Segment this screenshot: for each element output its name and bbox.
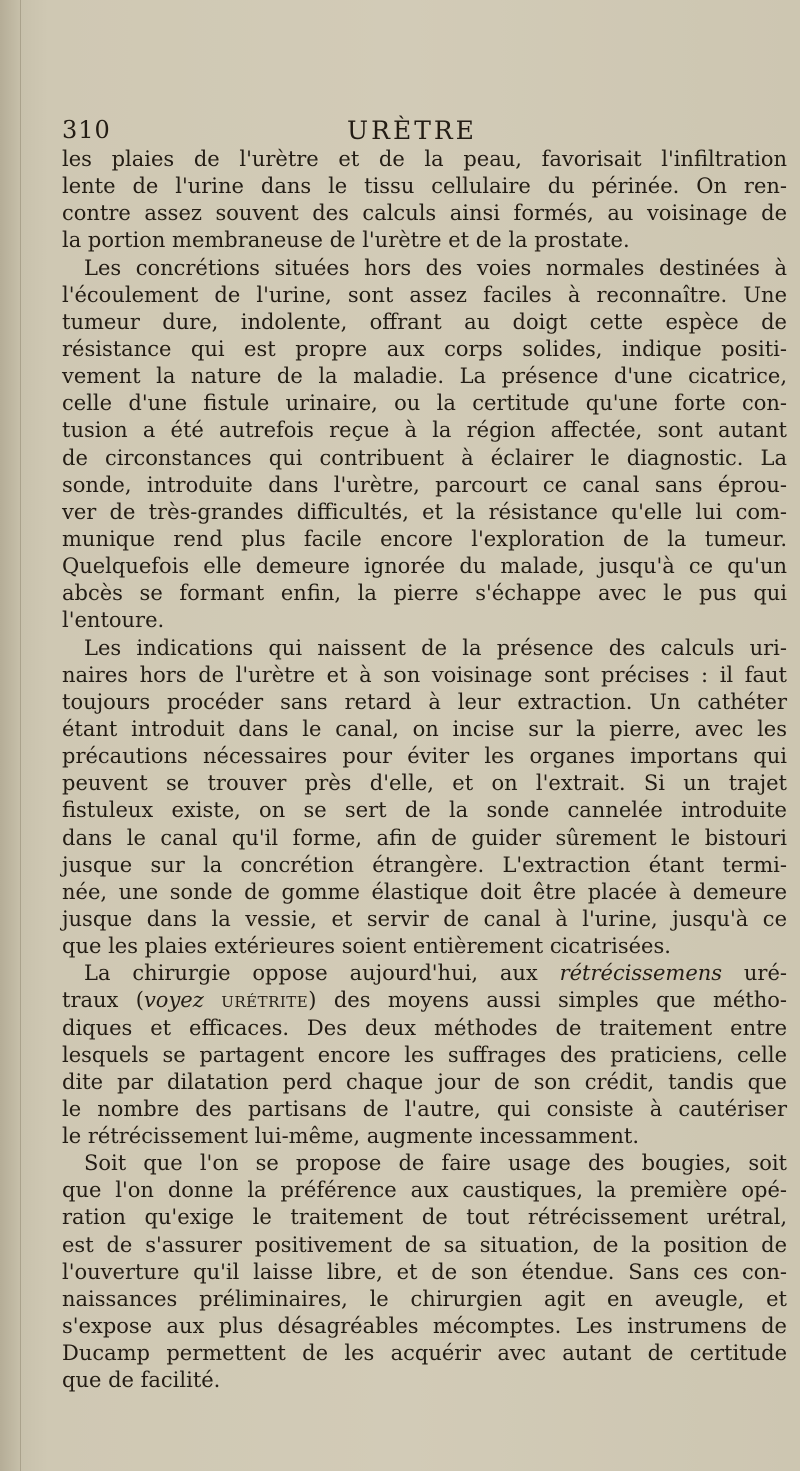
text-line: naires hors de l'urètre et à son voisinage sont précises : il faut [62,662,787,687]
text-line: dans le canal qu'il forme, afin de guider sûrement le bistouri [62,825,787,850]
body-text [62,146,787,1394]
text-line: précautions nécessaires pour éviter les organes importans qui [62,744,787,769]
text-line: la portion membraneuse de l'urètre et de la prostate. [62,228,630,253]
text-line [62,987,787,1014]
book-binding-edge [0,0,21,1471]
text-line: munique rend plus facile encore l'exploration de la tumeur. [62,526,787,551]
text-line: Quelquefois elle demeure ignorée du malade, jusqu'à ce qu'un [62,554,787,579]
text-line: lente de l'urine dans le tissu cellulaire du périnée. On ren- [62,174,787,199]
text-line: l'écoulement de l'urine, sont assez faciles à reconnaître. Une [62,282,787,307]
text-line: diques et efficaces. Des deux méthodes de traitement entre [62,1015,787,1040]
running-title: URÈTRE [347,116,477,145]
text-line: toujours procéder sans retard à leur extraction. Un cathéter [62,689,787,714]
text-line: que les plaies extérieures soient entièrement cicatrisées. [62,934,671,959]
text-line: que l'on donne la préférence aux caustiques, la première opé- [62,1178,787,1203]
paragraph-start-line: Les indications qui naissent de la présence des calculs uri- [84,635,787,660]
text-line: contre assez souvent des calculs ainsi formés, au voisinage de [62,201,787,226]
italic-term: rétrécissemens [559,961,723,986]
text-line: tusion a été autrefois reçue à la région affectée, sont autant [62,418,787,443]
text-line: le rétrécissement lui-même, augmente incessamment. [62,1124,640,1149]
text-line: jusque sur la concrétion étrangère. L'extraction étant termi- [62,852,787,877]
text-segment: traux ( [62,988,144,1013]
text-line: ration qu'exige le traitement de tout rétrécissement urétral, [62,1205,787,1230]
text-line: naissances préliminaires, le chirurgien agit en aveugle, et [62,1286,787,1311]
cross-reference: URÉTRITE [221,993,309,1012]
text-line: peuvent se trouver près d'elle, et on l'extrait. Si un trajet [62,771,787,796]
page-number: 310 [62,116,111,144]
text-line: celle d'une fistule urinaire, ou la certitude qu'une forte con- [62,391,787,416]
text-line: les plaies de l'urètre et de la peau, favorisait l'infiltration [62,147,787,171]
page-header [62,116,762,148]
text-line: le nombre des partisans de l'autre, qui consiste à cautériser [62,1096,787,1121]
text-line: que de facilité. [62,1368,221,1393]
text-line: lesquels se partagent encore les suffrages des praticiens, celle [62,1042,787,1067]
text-segment: La chirurgie oppose aujourd'hui, aux [84,961,560,986]
text-line: l'ouverture qu'il laisse libre, et de son étendue. Sans ces con- [62,1259,787,1284]
text-line: s'expose aux plus désagréables mécomptes. Les instrumens de [62,1314,787,1339]
text-line: vement la nature de la maladie. La présence d'une cicatrice, [62,364,787,389]
italic-term: voyez [143,988,204,1013]
text-segment: ) des moyens aussi simples que métho- [308,988,787,1013]
text-line: est de s'assurer positivement de sa situation, de la position de [62,1232,787,1257]
text-line: abcès se formant enfin, la pierre s'échappe avec le pus qui [62,581,787,606]
text-line: résistance qui est propre aux corps solides, indique positi- [62,336,787,361]
text-line: Ducamp permettent de les acquérir avec autant de certitude [62,1341,787,1366]
text-line: ver de très-grandes difficultés, et la résistance qu'elle lui com- [62,499,787,524]
text-line: dite par dilatation perd chaque jour de son crédit, tandis que [62,1069,787,1094]
text-line: née, une sonde de gomme élastique doit être placée à demeure [62,879,787,904]
text-line: sonde, introduite dans l'urètre, parcourt ce canal sans éprou- [62,472,787,497]
text-segment: uré- [722,961,787,986]
text-line: étant introduit dans le canal, on incise sur la pierre, avec les [62,716,787,741]
text-line: de circonstances qui contribuent à éclairer le diagnostic. La [62,445,787,470]
text-line: l'entoure. [62,608,165,633]
text-line: fistuleux existe, on se sert de la sonde cannelée introduite [62,798,787,823]
paragraph-start-line: Les concrétions situées hors des voies normales destinées à [84,255,787,280]
text-line: jusque dans la vessie, et servir de canal à l'urine, jusqu'à ce [62,906,787,931]
paragraph-start-line: Soit que l'on se propose de faire usage des bougies, soit [84,1151,787,1176]
text-line: tumeur dure, indolente, offrant au doigt cette espèce de [62,309,787,334]
paragraph-start-line [62,960,787,987]
